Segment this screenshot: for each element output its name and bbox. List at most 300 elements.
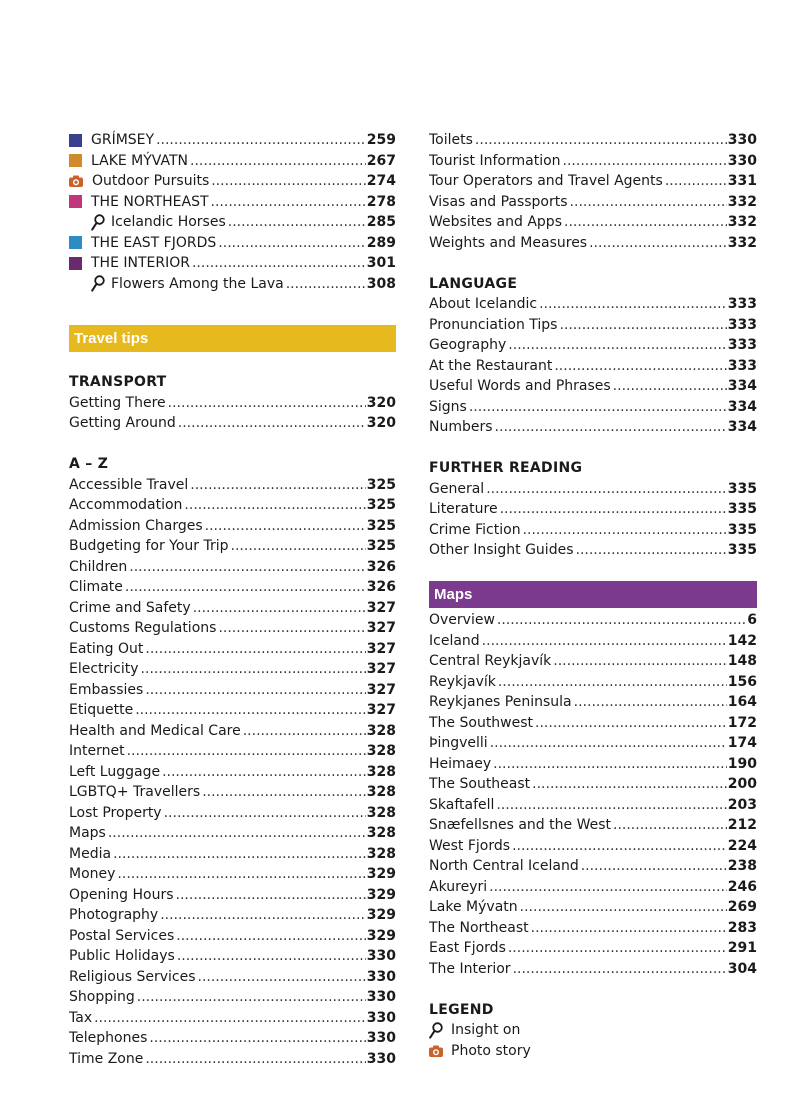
travel-tips-banner: Travel tips (69, 325, 396, 352)
toc-entry-label: Tourist Information (429, 152, 561, 169)
toc-entry-page: 156 (727, 673, 757, 690)
toc-entry-page: 325 (366, 538, 396, 554)
toc-entry (429, 397, 757, 418)
toc-entry-label: Customs Regulations (69, 620, 217, 636)
toc-entry-page: 329 (366, 907, 396, 923)
toc-entry (69, 1049, 396, 1070)
toc-entry-label: Internet (69, 743, 125, 759)
toc-entry-page: 325 (366, 476, 396, 493)
toc-entry (429, 610, 757, 631)
toc-entry-label: Accommodation (69, 497, 183, 513)
toc-entry-page: 333 (727, 296, 757, 312)
leader-dots (613, 376, 727, 397)
leader-dots (497, 610, 746, 631)
toc-entry-page: 274 (366, 173, 396, 189)
toc-entry-label: Getting Around (69, 415, 176, 431)
section-color-marker (69, 154, 82, 167)
toc-entry-page: 330 (366, 968, 396, 985)
toc-entry-page: 148 (727, 653, 757, 669)
toc-entry-page: 329 (366, 927, 396, 944)
toc-entry-label: Weights and Measures (429, 234, 588, 251)
toc-entry-page: 308 (366, 275, 396, 292)
leader-dots (218, 233, 365, 254)
leader-dots (127, 741, 366, 762)
toc-entry-label: Time Zone (69, 1050, 144, 1067)
leader-dots (563, 151, 727, 172)
toc-entry-page: 334 (727, 398, 757, 415)
toc-entry (69, 987, 396, 1008)
toc-entry (69, 253, 396, 274)
toc-entry (429, 959, 757, 980)
toc-entry-label: THE INTERIOR (91, 255, 190, 271)
toc-entry-page: 328 (366, 825, 396, 841)
toc-entry (429, 774, 757, 795)
toc-entry-label: Eating Out (69, 640, 144, 657)
toc-entry (69, 618, 396, 639)
toc-entry (429, 754, 757, 775)
toc-entry (429, 151, 757, 172)
toc-entry (429, 651, 757, 672)
toc-entry (429, 130, 757, 151)
toc-entry (429, 417, 757, 438)
toc-entry-page: 6 (747, 612, 757, 628)
leader-dots (500, 499, 727, 520)
leader-dots (512, 836, 727, 857)
toc-entry-page: 326 (366, 579, 396, 595)
toc-entry-page: 333 (727, 357, 757, 374)
leader-dots (286, 274, 366, 295)
toc-entry-page: 320 (366, 394, 396, 411)
leader-dots (125, 577, 366, 598)
toc-entry (69, 1028, 396, 1049)
toc-entry (429, 540, 757, 561)
toc-entry (69, 926, 396, 947)
toc-entry-page: 330 (727, 132, 757, 148)
toc-entry-page: 335 (727, 480, 757, 497)
leader-dots (145, 1049, 365, 1070)
legend-insight-label: Insight on (451, 1022, 521, 1038)
magnifier-icon (91, 214, 105, 231)
leader-dots (205, 516, 366, 537)
toc-entry-page: 335 (727, 501, 757, 517)
toc-entry (69, 212, 396, 233)
leader-dots (553, 651, 726, 672)
toc-entry (429, 897, 757, 918)
leader-dots (508, 335, 726, 356)
toc-entry (69, 413, 396, 434)
toc-entry-page: 301 (366, 255, 396, 271)
toc-entry-label: Left Luggage (69, 763, 161, 780)
toc-entry (69, 721, 396, 742)
toc-entry (429, 713, 757, 734)
transport-list (69, 393, 396, 434)
toc-entry (429, 356, 757, 377)
magnifier-icon (429, 1022, 443, 1039)
maps-list (429, 610, 757, 979)
toc-entry (69, 823, 396, 844)
leader-dots (108, 823, 366, 844)
toc-entry-page: 328 (366, 763, 396, 780)
toc-entry (69, 885, 396, 906)
leader-dots (177, 946, 366, 967)
right-column (429, 130, 757, 1061)
toc-entry-label: Electricity (69, 661, 139, 677)
toc-entry-page: 320 (366, 415, 396, 431)
leader-dots (211, 192, 366, 213)
magnifier-icon (91, 275, 105, 292)
leader-dots (168, 393, 366, 414)
leader-dots (160, 905, 366, 926)
legend-photo (429, 1041, 757, 1062)
leader-dots (145, 680, 365, 701)
leader-dots (176, 885, 366, 906)
toc-entry (69, 171, 396, 192)
toc-entry-page: 327 (366, 661, 396, 677)
toc-entry-page: 267 (366, 152, 396, 169)
toc-entry-page: 328 (366, 845, 396, 862)
toc-entry-label: The Southeast (429, 776, 531, 792)
section-color-marker (69, 195, 82, 208)
leader-dots (665, 171, 727, 192)
further-reading-heading: FURTHER READING (429, 460, 583, 476)
toc-entry-page: 332 (727, 234, 757, 251)
toc-entry-page: 278 (366, 193, 396, 210)
toc-entry-label: Telephones (69, 1030, 148, 1046)
leader-dots (570, 192, 727, 213)
toc-entry (429, 631, 757, 652)
toc-entry (69, 659, 396, 680)
leader-dots (498, 672, 727, 693)
toc-entry-page: 172 (727, 714, 757, 731)
toc-entry-page: 325 (366, 497, 396, 513)
toc-entry-page: 304 (727, 960, 757, 977)
toc-entry-page: 283 (727, 919, 757, 936)
leader-dots (589, 233, 727, 254)
toc-entry-label: Money (69, 866, 116, 882)
toc-entry-page: 190 (727, 755, 757, 772)
toc-entry-label: Websites and Apps (429, 214, 562, 230)
toc-entry-label: THE EAST FJORDS (91, 234, 217, 251)
leader-dots (164, 803, 366, 824)
toc-entry-page: 327 (366, 702, 396, 718)
toc-entry-label: Heimaey (429, 755, 492, 772)
toc-entry-label: Signs (429, 398, 467, 415)
legend-heading: LEGEND (429, 1001, 494, 1018)
toc-entry-label: LGBTQ+ Travellers (69, 784, 201, 800)
toc-entry-label: Overview (429, 612, 495, 628)
leader-dots (231, 536, 366, 557)
toc-entry-label: GRÍMSEY (91, 132, 155, 148)
camera-icon (429, 1045, 443, 1057)
toc-entry (69, 274, 396, 295)
toc-entry-label: The Northeast (429, 919, 529, 936)
toc-entry (69, 844, 396, 865)
leader-dots (496, 795, 726, 816)
toc-entry-page: 327 (366, 640, 396, 657)
leader-dots (218, 618, 365, 639)
toc-entry (69, 741, 396, 762)
toc-entry-label: THE NORTHEAST (91, 193, 209, 210)
toc-entry (69, 192, 396, 213)
toc-entry (429, 520, 757, 541)
toc-entry-label: Maps (69, 825, 106, 841)
toc-entry-label: Literature (429, 501, 498, 517)
toc-entry-page: 330 (727, 152, 757, 169)
leader-dots (137, 987, 366, 1008)
toc-entry-page: 289 (366, 234, 396, 251)
toc-entry-label: Tax (69, 1009, 93, 1026)
toc-entry-label: Numbers (429, 419, 493, 435)
leader-dots (113, 844, 366, 865)
leader-dots (129, 557, 366, 578)
toc-entry-page: 325 (366, 517, 396, 534)
toc-entry-label: Getting There (69, 394, 166, 411)
az-heading: A – Z (69, 456, 109, 472)
legend-photo-label: Photo story (451, 1042, 531, 1059)
toc-entry-label: Admission Charges (69, 517, 203, 534)
toc-entry-label: Photography (69, 907, 159, 923)
leader-dots (469, 397, 727, 418)
leader-dots (531, 918, 727, 939)
toc-entry-label: Useful Words and Phrases (429, 378, 611, 394)
toc-entry (69, 536, 396, 557)
toc-entry-page: 333 (727, 337, 757, 353)
toc-entry-label: Accessible Travel (69, 476, 189, 493)
toc-entry-label: Tour Operators and Travel Agents (429, 173, 663, 189)
leader-dots (564, 212, 727, 233)
toc-entry-page: 246 (727, 878, 757, 895)
toc-entry (69, 864, 396, 885)
toc-entry-label: Health and Medical Care (69, 722, 241, 739)
toc-entry-page: 335 (727, 521, 757, 538)
toc-entry (69, 130, 396, 151)
toc-entry (69, 946, 396, 967)
leader-dots (243, 721, 366, 742)
toc-entry-page: 335 (727, 542, 757, 558)
toc-entry-label: Þingvelli (429, 735, 488, 751)
toc-entry (429, 192, 757, 213)
toc-entry-page: 328 (366, 743, 396, 759)
toc-entry-page: 330 (366, 1009, 396, 1026)
toc-entry (429, 171, 757, 192)
toc-entry-page: 212 (727, 817, 757, 833)
toc-entry-label: Skaftafell (429, 796, 495, 813)
toc-entry-label: Shopping (69, 989, 135, 1005)
toc-entry-page: 334 (727, 378, 757, 394)
toc-entry-page: 330 (366, 989, 396, 1005)
leader-dots (141, 659, 366, 680)
toc-entry-page: 332 (727, 193, 757, 210)
toc-entry-label: Embassies (69, 681, 144, 698)
toc-entry (69, 639, 396, 660)
toc-entry-page: 326 (366, 558, 396, 575)
leader-dots (145, 639, 365, 660)
toc-entry-label: West Fjords (429, 837, 511, 854)
toc-entry-label: Lake Mývatn (429, 899, 518, 915)
toc-entry (69, 475, 396, 496)
toc-entry-page: 329 (366, 866, 396, 882)
toc-entry-label: Lost Property (69, 804, 162, 821)
leader-dots (581, 856, 727, 877)
transport-heading: TRANSPORT (69, 374, 167, 390)
toc-entry (429, 856, 757, 877)
section-color-marker (69, 236, 82, 249)
toc-entry (69, 803, 396, 824)
leader-dots (192, 253, 366, 274)
section-color-marker (69, 134, 82, 147)
leader-dots (520, 897, 727, 918)
leader-dots (489, 877, 727, 898)
leader-dots (190, 475, 365, 496)
toc-entry (429, 212, 757, 233)
toc-entry-page: 327 (366, 681, 396, 698)
toc-entry-label: Etiquette (69, 702, 134, 718)
toc-entry (429, 499, 757, 520)
toc-entry (429, 938, 757, 959)
toc-entry (69, 700, 396, 721)
toc-entry-page: 328 (366, 784, 396, 800)
toc-entry (69, 393, 396, 414)
toc-entry-label: Reykjavík (429, 673, 496, 690)
language-list (429, 294, 757, 438)
toc-entry (69, 233, 396, 254)
toc-entry-label: The Interior (429, 960, 511, 977)
toc-entry-label: Climate (69, 579, 123, 595)
toc-entry-page: 329 (366, 886, 396, 903)
leader-dots (495, 417, 727, 438)
toc-entry (429, 733, 757, 754)
toc-entry-label: Children (69, 558, 128, 575)
camera-icon (69, 175, 83, 187)
toc-entry-label: Outdoor Pursuits (92, 173, 210, 189)
leader-dots (559, 315, 726, 336)
toc-entry-page: 259 (366, 132, 396, 148)
legend-insight (429, 1020, 757, 1041)
leader-dots (613, 815, 727, 836)
toc-entry (429, 294, 757, 315)
leader-dots (475, 130, 727, 151)
toc-entry (429, 233, 757, 254)
toc-entry-label: Postal Services (69, 927, 175, 944)
toc-entry (69, 495, 396, 516)
leader-dots (176, 926, 366, 947)
leader-dots (523, 520, 727, 541)
toc-entry (429, 335, 757, 356)
toc-entry (429, 315, 757, 336)
leader-dots (508, 938, 727, 959)
toc-entry-label: Religious Services (69, 968, 196, 985)
az-list (69, 475, 396, 1070)
toc-entry-label: Akureyri (429, 878, 488, 895)
toc-entry-label: Pronunciation Tips (429, 316, 558, 333)
leader-dots (149, 1028, 365, 1049)
toc-entry (69, 782, 396, 803)
toc-entry-page: 164 (727, 694, 757, 710)
toc-entry (69, 516, 396, 537)
leader-dots (211, 171, 365, 192)
leader-dots (574, 692, 727, 713)
leader-dots (539, 294, 727, 315)
toc-entry-page: 330 (366, 1030, 396, 1046)
toc-entry-label: General (429, 480, 485, 497)
toc-entry-label: Visas and Passports (429, 193, 568, 210)
leader-dots (490, 733, 727, 754)
toc-entry (69, 557, 396, 578)
toc-entry-page: 332 (727, 214, 757, 230)
leader-dots (178, 413, 366, 434)
toc-entry-page: 331 (727, 173, 757, 189)
toc-entry-page: 327 (366, 620, 396, 636)
left-column (69, 130, 396, 1069)
toc-entry-label: About Icelandic (429, 296, 538, 312)
toc-entry-label: Central Reykjavík (429, 653, 552, 669)
leader-dots (135, 700, 366, 721)
toc-entry-label: Opening Hours (69, 886, 174, 903)
toc-entry (69, 905, 396, 926)
toc-entry-page: 328 (366, 804, 396, 821)
leader-dots (554, 356, 726, 377)
toc-entry-page: 330 (366, 948, 396, 964)
maps-banner: Maps (429, 581, 757, 608)
toc-entry (69, 151, 396, 172)
toc-entry-page: 269 (727, 899, 757, 915)
az-continued-list (429, 130, 757, 253)
leader-dots (184, 495, 365, 516)
toc-entry-page: 203 (727, 796, 757, 813)
toc-entry (69, 1008, 396, 1029)
toc-entry (429, 692, 757, 713)
toc-entry (69, 598, 396, 619)
toc-entry-label: Geography (429, 337, 507, 353)
toc-entry-page: 334 (727, 419, 757, 435)
leader-dots (198, 967, 366, 988)
toc-entry-label: North Central Iceland (429, 858, 579, 874)
toc-entry-label: Icelandic Horses (111, 214, 226, 230)
toc-entry (429, 479, 757, 500)
toc-entry (429, 815, 757, 836)
toc-entry-label: Flowers Among the Lava (111, 275, 284, 292)
toc-entry-label: Crime and Safety (69, 599, 191, 616)
toc-entry (429, 836, 757, 857)
toc-entry-page: 224 (727, 837, 757, 854)
toc-entry-label: Budgeting for Your Trip (69, 538, 229, 554)
toc-entry (429, 376, 757, 397)
leader-dots (156, 130, 366, 151)
toc-entry-label: At the Restaurant (429, 357, 553, 374)
leader-dots (513, 959, 727, 980)
language-heading: LANGUAGE (429, 275, 518, 292)
further-reading-list (429, 479, 757, 561)
leader-dots (535, 713, 727, 734)
toc-entry (69, 762, 396, 783)
toc-entry (429, 918, 757, 939)
toc-entry-label: Media (69, 845, 112, 862)
toc-entry-label: LAKE MÝVATN (91, 152, 189, 169)
leader-dots (576, 540, 727, 561)
toc-entry-label: East Fjords (429, 940, 506, 956)
leader-dots (482, 631, 727, 652)
toc-entry-label: Iceland (429, 632, 480, 649)
toc-entry-page: 285 (366, 214, 396, 230)
toc-entry-label: Snæfellsnes and the West (429, 817, 611, 833)
leader-dots (117, 864, 365, 885)
section-color-marker (69, 257, 82, 270)
leader-dots (162, 762, 366, 783)
leader-dots (532, 774, 727, 795)
leader-dots (193, 598, 366, 619)
leader-dots (202, 782, 366, 803)
leader-dots (94, 1008, 366, 1029)
